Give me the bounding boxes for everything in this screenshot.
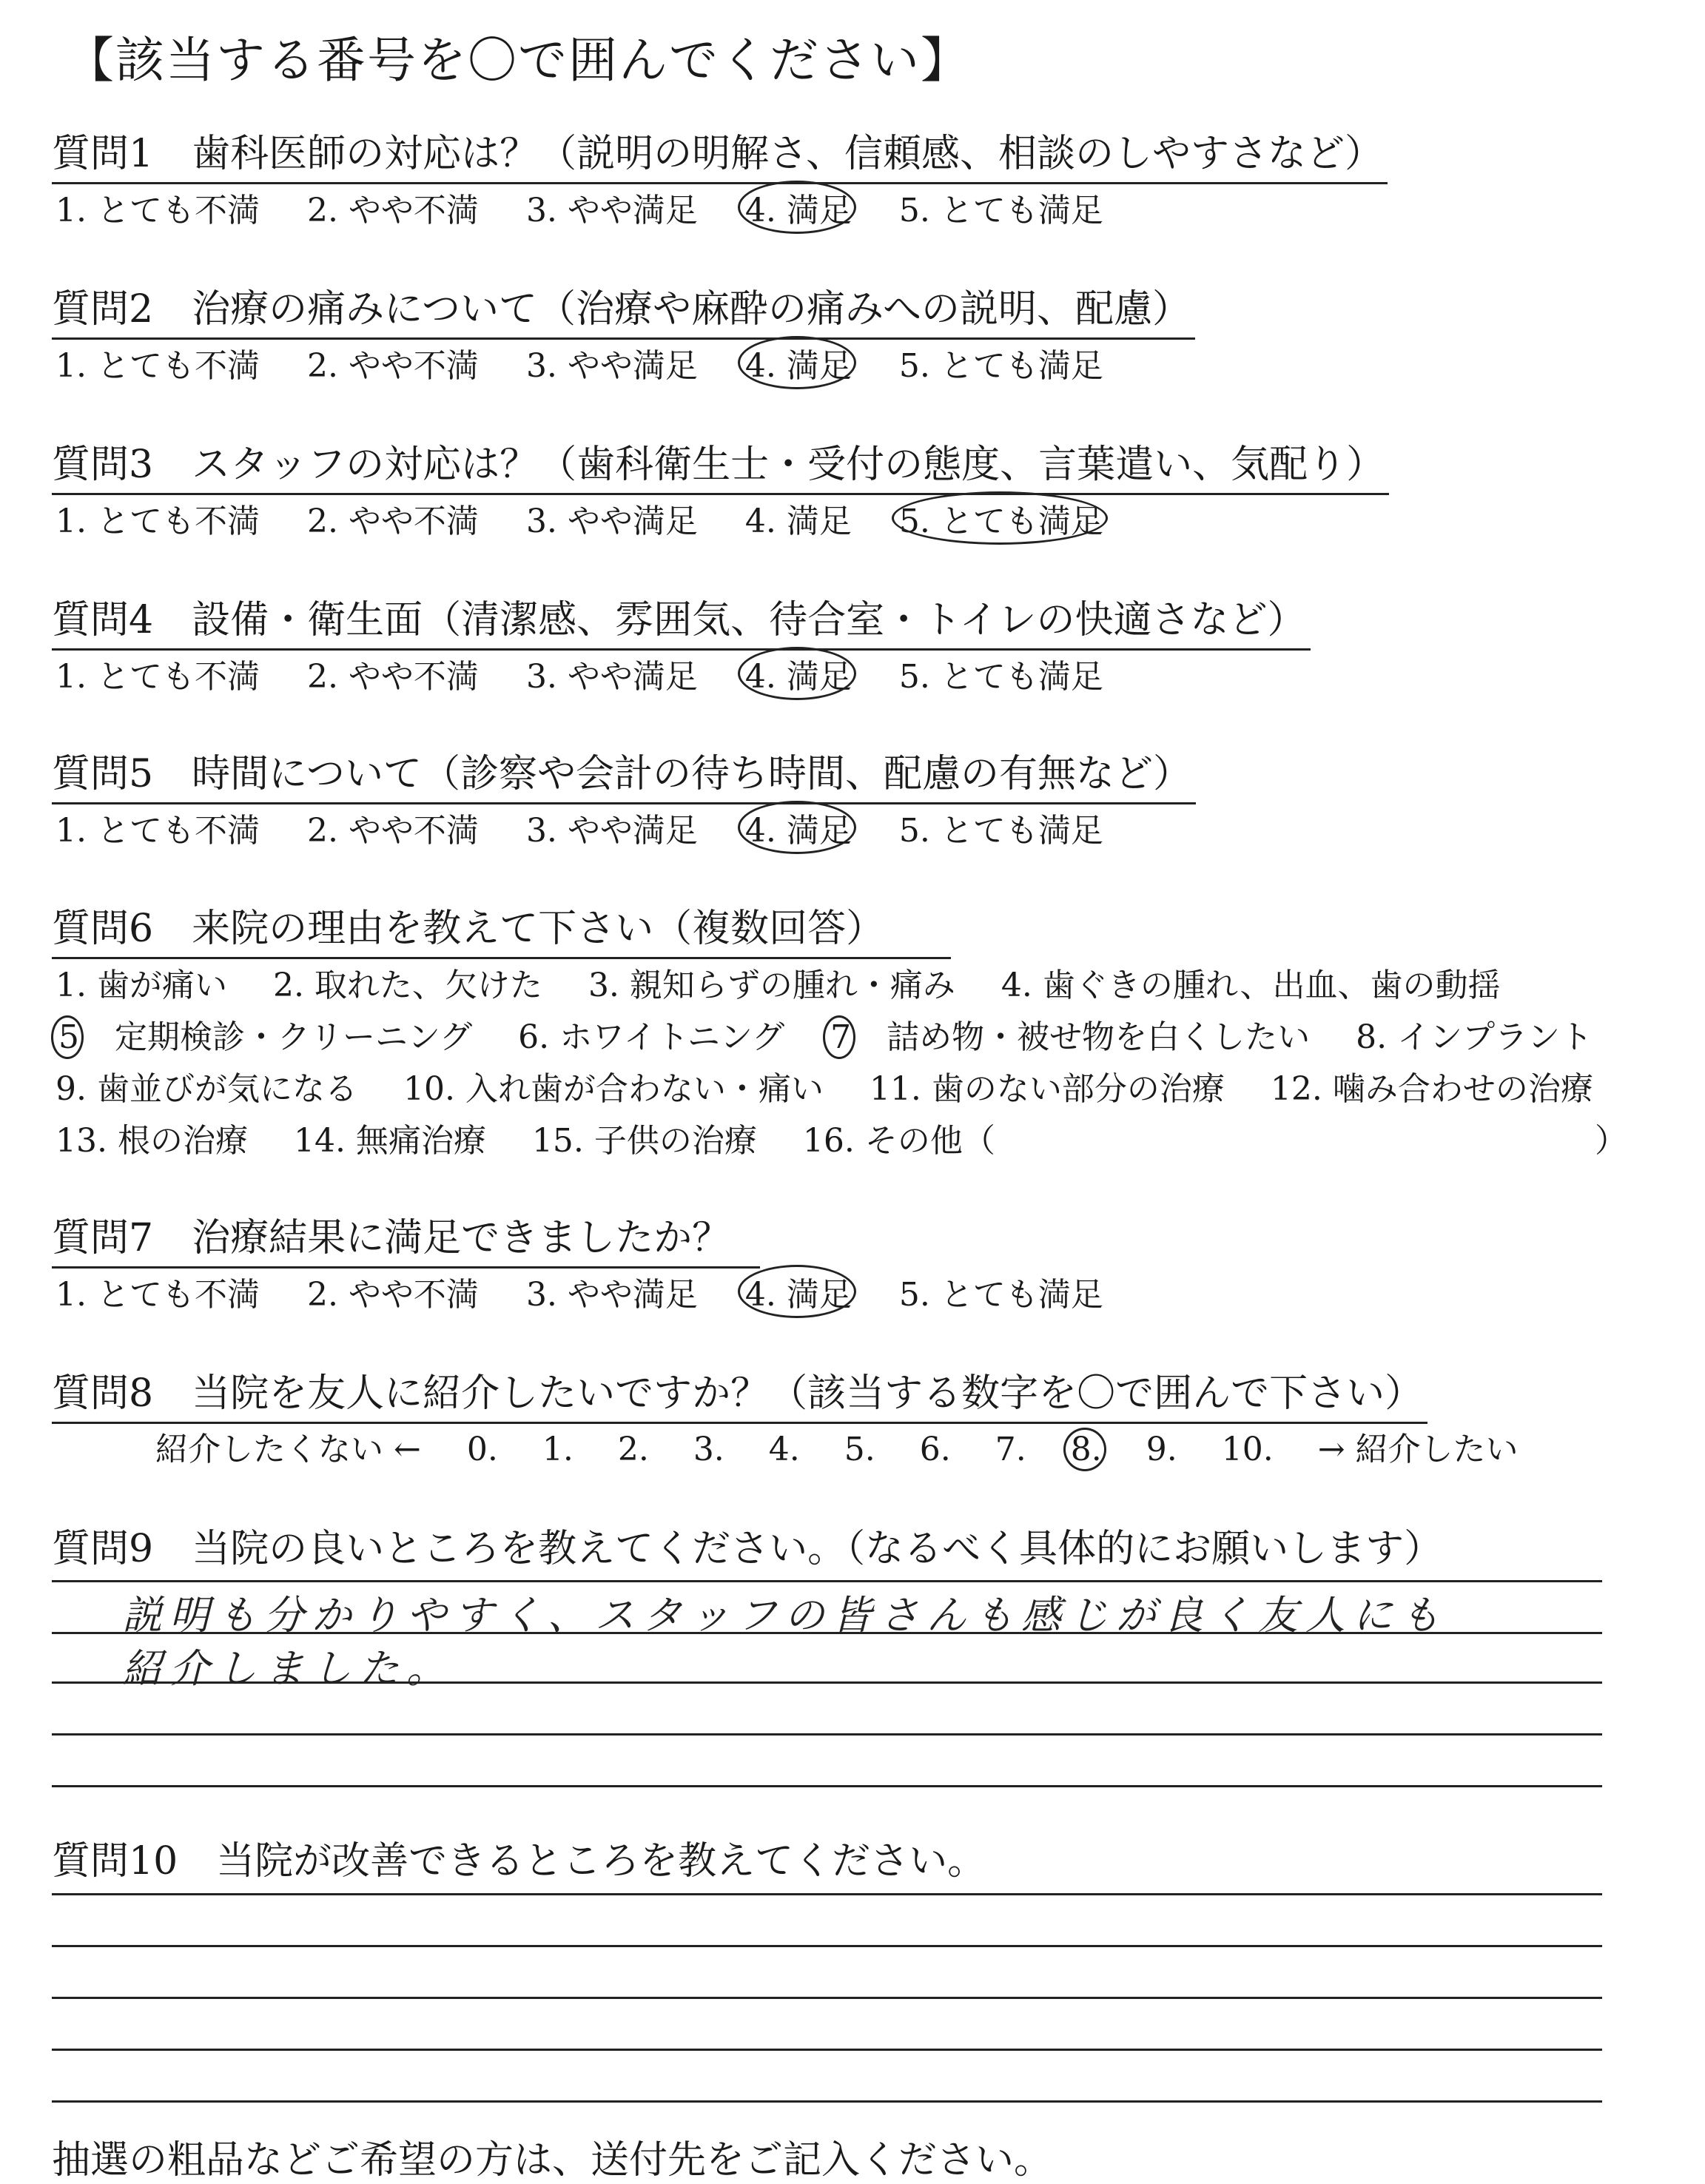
- question-6-row-2: [56, 1010, 1593, 1058]
- scale-3[interactable]: 3.: [693, 1431, 724, 1468]
- option-3[interactable]: 3. やや満足: [525, 192, 698, 229]
- option-5[interactable]: 5. とても満足: [898, 812, 1103, 850]
- answer-line: [52, 1893, 1602, 1895]
- answer-line: [52, 1681, 1602, 1684]
- page-title: 【該当する番号を〇で囲んでください】: [65, 32, 971, 89]
- question-10-title: 質問10 当院が改善できるところを教えてください。: [52, 1839, 986, 1884]
- question-3-title: 質問3 スタッフの対応は？（歯科衛生士・受付の態度、言葉遣い、気配り）: [52, 433, 1389, 495]
- option-1[interactable]: 1. とても不満: [56, 347, 260, 385]
- option-4-circled[interactable]: 4. 満足: [745, 1268, 852, 1315]
- scale-6[interactable]: 6.: [919, 1431, 951, 1468]
- option-3[interactable]: 3. やや満足: [525, 347, 698, 385]
- answer-line: [52, 1785, 1602, 1787]
- answer-line: [52, 1580, 1602, 1582]
- option-1[interactable]: 1. とても不満: [56, 658, 260, 696]
- question-2-title: 質問2 治療の痛みについて（治療や麻酔の痛みへの説明、配慮）: [52, 278, 1195, 340]
- scale-right-label: → 紹介したい: [1317, 1431, 1519, 1468]
- option-5[interactable]: 5. とても満足: [898, 658, 1103, 696]
- question-4-title: 質問4 設備・衛生面（清潔感、雰囲気、待合室・トイレの快適さなど）: [52, 588, 1311, 651]
- handwritten-answer-line-1: 説明も分かりやすく、スタッフの皆さんも感じが良く友人にも: [122, 1592, 1447, 1639]
- reason-10[interactable]: 10. 入れ歯が合わない・痛い: [403, 1070, 824, 1108]
- reason-1[interactable]: 1. 歯が痛い: [56, 967, 227, 1004]
- question-6-row-3: [56, 1062, 1593, 1109]
- answer-line: [52, 1733, 1602, 1736]
- option-4[interactable]: 4. 満足: [744, 503, 852, 540]
- reason-11[interactable]: 11. 歯のない部分の治療: [869, 1070, 1225, 1108]
- question-7-options: [56, 1268, 1103, 1315]
- scale-7[interactable]: 7.: [995, 1431, 1026, 1468]
- scale-2[interactable]: 2.: [617, 1431, 649, 1468]
- footer-note: 抽選の粗品などご希望の方は、送付先をご記入ください。: [52, 2138, 1053, 2183]
- question-6-row-4: [56, 1114, 1627, 1161]
- option-3[interactable]: 3. やや満足: [525, 658, 698, 696]
- option-5[interactable]: 5. とても満足: [898, 347, 1103, 385]
- reason-6[interactable]: 6. ホワイトニング: [518, 1018, 785, 1056]
- question-8-scale: [155, 1422, 1519, 1470]
- scale-left-label: 紹介したくない ←: [155, 1431, 421, 1468]
- option-1[interactable]: 1. とても不満: [56, 812, 260, 850]
- reason-2[interactable]: 2. 取れた、欠けた: [272, 967, 542, 1004]
- option-1[interactable]: 1. とても不満: [56, 503, 260, 540]
- option-1[interactable]: 1. とても不満: [56, 192, 260, 229]
- reason-4[interactable]: 4. 歯ぐきの腫れ、出血、歯の動揺: [1001, 967, 1501, 1004]
- option-2[interactable]: 2. やや不満: [306, 812, 479, 850]
- option-2[interactable]: 2. やや不満: [306, 658, 479, 696]
- answer-line: [52, 2100, 1602, 2103]
- question-7-title: 質問7 治療結果に満足できましたか？: [52, 1206, 760, 1269]
- reason-15[interactable]: 15. 子供の治療: [531, 1122, 757, 1160]
- scale-9[interactable]: 9.: [1146, 1431, 1177, 1468]
- reason-12[interactable]: 12. 噛み合わせの治療: [1270, 1070, 1593, 1108]
- question-3-options: [56, 494, 1103, 542]
- option-4-circled[interactable]: 4. 満足: [745, 650, 852, 697]
- reason-3[interactable]: 3. 親知らずの腫れ・痛み: [588, 967, 955, 1004]
- question-8-title: 質問8 当院を友人に紹介したいですか？（該当する数字を〇で囲んで下さい）: [52, 1362, 1427, 1424]
- question-6-row-1: [56, 958, 1501, 1006]
- option-2[interactable]: 2. やや不満: [306, 192, 479, 229]
- option-4-circled[interactable]: 4. 満足: [745, 184, 852, 231]
- question-4-options: [56, 650, 1103, 697]
- option-4-circled[interactable]: 4. 満足: [745, 339, 852, 386]
- option-3[interactable]: 3. やや満足: [525, 812, 698, 850]
- question-9-title: 質問9 当院の良いところを教えてください。（なるべく具体的にお願いします）: [52, 1527, 1443, 1571]
- option-5[interactable]: 5. とても満足: [898, 1276, 1103, 1314]
- scale-5[interactable]: 5.: [844, 1431, 875, 1468]
- reason-9[interactable]: 9. 歯並びが気になる: [56, 1070, 357, 1108]
- reason-14[interactable]: 14. 無痛治療: [293, 1122, 486, 1160]
- reason-13[interactable]: 13. 根の治療: [56, 1122, 248, 1160]
- answer-line: [52, 1632, 1602, 1634]
- option-2[interactable]: 2. やや不満: [306, 503, 479, 540]
- scale-8-circled[interactable]: 8.: [1070, 1431, 1102, 1468]
- option-4-circled[interactable]: 4. 満足: [745, 804, 852, 851]
- option-5-circled[interactable]: 5. とても満足: [899, 494, 1103, 542]
- question-1-title: 質問1 歯科医師の対応は？（説明の明解さ、信頼感、相談のしやすさなど）: [52, 122, 1388, 184]
- reason-5-label: 定期検診・クリーニング: [115, 1018, 473, 1056]
- option-3[interactable]: 3. やや満足: [525, 503, 698, 540]
- scale-1[interactable]: 1.: [542, 1431, 574, 1468]
- reason-7-label: 詰め物・被せ物を白くしたい: [887, 1018, 1311, 1056]
- answer-line: [52, 2049, 1602, 2051]
- scale-10[interactable]: 10.: [1221, 1431, 1274, 1468]
- reason-8[interactable]: 8. インプラント: [1356, 1018, 1593, 1056]
- reason-16-close: ）: [1595, 1122, 1627, 1160]
- question-2-options: [56, 339, 1103, 386]
- option-2[interactable]: 2. やや不満: [306, 347, 479, 385]
- option-5[interactable]: 5. とても満足: [898, 192, 1103, 229]
- handwritten-answer-line-2: 紹介しました。: [122, 1645, 454, 1692]
- reason-16[interactable]: 16. その他（: [802, 1122, 995, 1160]
- question-1-options: [56, 184, 1103, 231]
- answer-line: [52, 1945, 1602, 1947]
- scale-0[interactable]: 0.: [466, 1431, 498, 1468]
- answer-line: [52, 1997, 1602, 1999]
- option-1[interactable]: 1. とても不満: [56, 1276, 260, 1314]
- reason-7-circled[interactable]: 7: [830, 1018, 852, 1056]
- question-5-options: [56, 804, 1103, 851]
- question-6-title: 質問6 来院の理由を教えて下さい（複数回答）: [52, 897, 951, 959]
- reason-5-circled[interactable]: 5: [58, 1018, 79, 1056]
- scale-4[interactable]: 4.: [768, 1431, 800, 1468]
- option-2[interactable]: 2. やや不満: [306, 1276, 479, 1314]
- question-5-title: 質問5 時間について（診察や会計の待ち時間、配慮の有無など）: [52, 742, 1196, 804]
- option-3[interactable]: 3. やや満足: [525, 1276, 698, 1314]
